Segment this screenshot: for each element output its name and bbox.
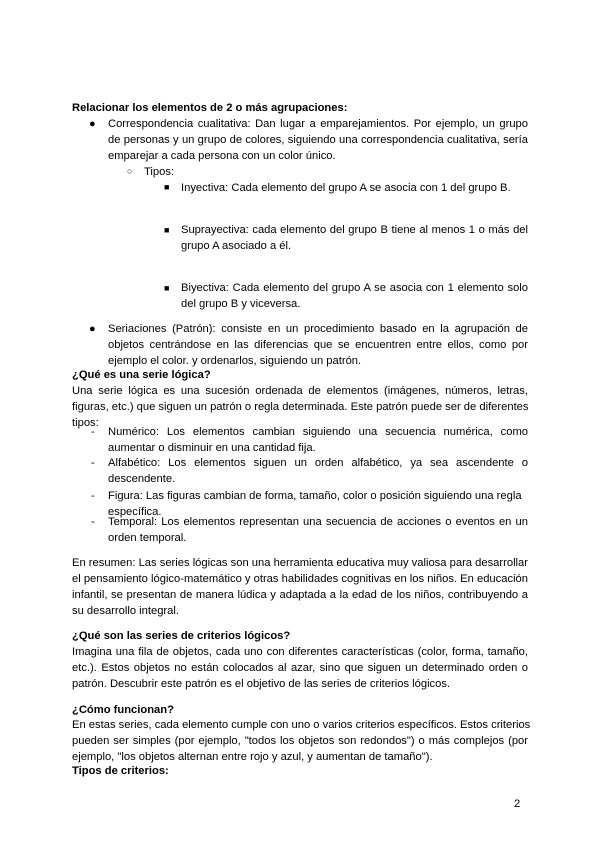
subheading-tipos-criterios: Tipos de criterios: <box>72 765 169 777</box>
tipo-suprayectiva-line-1: Suprayectiva: cada elemento del grupo B tiene al menos 1 o más del <box>181 224 528 236</box>
serie-logica-intro-line-2: figuras, etc.) que siguen un patrón o regla determinada. Este patrón puede ser de diferentes <box>72 401 529 413</box>
resumen-line-2: el pensamiento lógico-matemático y otras habilidades cognitivas en los niños. En educación <box>72 573 528 585</box>
bullet-dot-icon: ● <box>89 323 96 335</box>
tipo-numerico-line-1: Numérico: Los elementos cambian siguiendo una secuencia numérica, como <box>108 426 528 438</box>
item-correspondencia-line-3: emparejar a cada persona con un color único. <box>108 150 336 162</box>
item-seriaciones-line-1: Seriaciones (Patrón): consiste en un procedimiento basado en la agrupación de <box>108 323 528 335</box>
dash-bullet-icon: - <box>91 426 95 438</box>
criterios-line-2: etc.). Estos objetos no están colocados al azar, sino que siguen un determinado orden o <box>72 662 528 674</box>
square-bullet-icon: ■ <box>164 225 170 235</box>
dash-bullet-icon: - <box>91 490 95 502</box>
item-seriaciones-line-3: ejemplo el color. y ordenarlos, siguiendo un patrón. <box>108 355 362 367</box>
section-heading-como-funcionan: ¿Cómo funcionan? <box>72 704 174 716</box>
tipo-alfabetico-line-1: Alfabético: Los elementos siguen un orden alfabético, ya sea ascendente o <box>108 457 528 469</box>
circle-bullet-icon: ○ <box>127 166 133 176</box>
funcionan-line-3: ejemplo, "los objetos alternan entre rojo y azul, y aumentan de tamaño"). <box>72 751 433 763</box>
tipos-label: Tipos: <box>144 166 175 178</box>
item-correspondencia-line-2: de personas y un grupo de colores, siguiendo una correspondencia cualitativa, sería <box>108 134 528 146</box>
square-bullet-icon: ■ <box>164 283 170 293</box>
section-heading-serie-logica: ¿Qué es una serie lógica? <box>72 369 211 381</box>
resumen-line-1: En resumen: Las series lógicas son una herramienta educativa muy valiosa para desarrollar <box>72 557 528 569</box>
tipo-numerico-line-2: aumentar o disminuir en una cantidad fija. <box>108 442 316 454</box>
criterios-line-3: patrón. Descubrir este patrón es el objetivo de las series de criterios lógicos. <box>72 678 451 690</box>
resumen-line-3: infantil, se presentan de manera lúdica y adaptada a la edad de los niños, contribuyendo a <box>72 589 528 601</box>
item-correspondencia-line-1: Correspondencia cualitativa: Dan lugar a emparejamientos. Por ejemplo, un grupo <box>108 118 528 130</box>
serie-logica-intro-line-3: tipos: <box>72 417 99 429</box>
tipo-temporal-line-2: orden temporal. <box>108 532 187 544</box>
tipo-figura-line-2: específica. <box>108 506 162 518</box>
tipo-inyectiva-line-1: Inyectiva: Cada elemento del grupo A se asocia con 1 del grupo B. <box>181 182 511 194</box>
bullet-dot-icon: ● <box>89 118 96 130</box>
dash-bullet-icon: - <box>91 516 95 528</box>
tipo-temporal-line-1: Temporal: Los elementos representan una secuencia de acciones o eventos en un <box>108 516 528 528</box>
section-heading-relacionar: Relacionar los elementos de 2 o más agrupaciones: <box>72 102 348 114</box>
criterios-line-1: Imagina una fila de objetos, cada uno con diferentes características (color, forma, tamaño, <box>72 646 528 658</box>
tipo-alfabetico-line-2: descendente. <box>108 473 176 485</box>
square-bullet-icon: ■ <box>164 182 170 192</box>
page-number: 2 <box>514 798 521 810</box>
funcionan-line-2: pueden ser simples (por ejemplo, "todos los objetos son redondos") o más complejos (por <box>72 735 528 747</box>
tipo-figura-line-1: Figura: Las figuras cambian de forma, tamaño, color o posición siguiendo una regla <box>108 490 522 502</box>
resumen-line-4: su desarrollo integral. <box>72 605 179 617</box>
item-seriaciones-line-2: objetos centrándose en las diferencias que se encuentren entre ellos, como por <box>108 339 528 351</box>
tipo-suprayectiva-line-2: grupo A asociado a él. <box>181 240 292 252</box>
section-heading-criterios-logicos: ¿Qué son las series de criterios lógicos? <box>72 630 291 642</box>
dash-bullet-icon: - <box>91 457 95 469</box>
funcionan-line-1: En estas series, cada elemento cumple con uno o varios criterios específicos. Estos criterios <box>72 719 531 731</box>
tipo-biyectiva-line-1: Biyectiva: Cada elemento del grupo A se asocia con 1 elemento solo <box>181 282 528 294</box>
serie-logica-intro-line-1: Una serie lógica es una sucesión ordenada de elementos (imágenes, números, letras, <box>72 385 528 397</box>
tipo-biyectiva-line-2: del grupo B y viceversa. <box>181 298 301 310</box>
